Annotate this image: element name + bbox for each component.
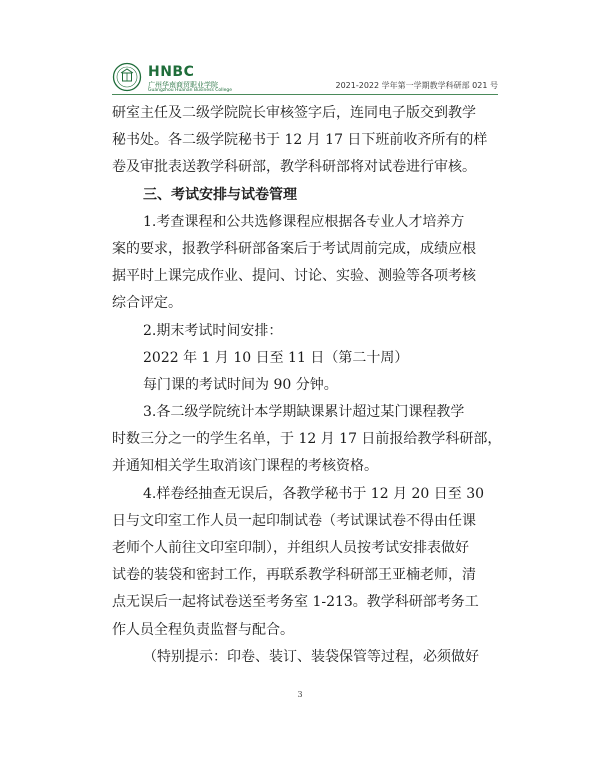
body-text-line: 每门课的考试时间为 90 分钟。 bbox=[143, 376, 338, 393]
body-text-line: 点无误后一起将试卷送至考务室 1-213。教学科研部考务工 bbox=[112, 594, 479, 611]
body-text-line: 4.样卷经抽查无误后，各教学秘书于 12 月 20 日至 30 bbox=[143, 485, 485, 502]
body-text-line: 案的要求，报教学科研部备案后于考试周前完成，成绩应根 bbox=[112, 240, 476, 257]
body-text-line: 秘书处。各二级学院秘书于 12 月 17 日下班前收齐所有的样 bbox=[112, 132, 488, 149]
body-text-line: （特别提示：印卷、装订、装袋保管等过程，必须做好 bbox=[143, 648, 479, 665]
body-text-line: 并通知相关学生取消该门课程的考核资格。 bbox=[112, 458, 378, 475]
body-text-line: 日与文印室工作人员一起印制试卷（考试课试卷不得由任课 bbox=[112, 512, 476, 529]
document-number: 2021-2022 学年第一学期教学科研部 021 号 bbox=[335, 81, 498, 90]
body-text-line: 试卷的装袋和密封工作，再联系教学科研部王亚楠老师，清 bbox=[112, 567, 476, 584]
body-text-line: 2022 年 1 月 10 日至 11 日（第二十周） bbox=[143, 349, 409, 366]
body-text-line: 2.期末考试时间安排： bbox=[143, 322, 283, 339]
body-text-line: 综合评定。 bbox=[112, 295, 182, 312]
body-text-line: 据平时上课完成作业、提问、讨论、实验、测验等各项考核 bbox=[112, 268, 476, 285]
body-text-line: 研室主任及二级学院院长审核签字后，连同电子版交到教学 bbox=[112, 105, 476, 121]
brand-name: HNBC bbox=[148, 64, 195, 80]
college-name-english: Guangzhou Huanan Business College bbox=[148, 88, 233, 93]
body-text-line: 1.考查课程和公共选修课程应根据各专业人才培养方 bbox=[143, 213, 465, 230]
document-body bbox=[112, 100, 504, 671]
body-text-line: 时数三分之一的学生名单，于 12 月 17 日前报给教学科研部， bbox=[112, 431, 502, 448]
body-text-line: 3.各二级学院统计本学期缺课累计超过某门课程教学 bbox=[143, 404, 465, 421]
page-header bbox=[112, 62, 498, 95]
section-heading: 三、考试安排与试卷管理 bbox=[143, 186, 297, 203]
body-text-line: 作人员全程负责监督与配合。 bbox=[112, 621, 294, 638]
college-name-chinese: 广州华南商贸职业学院 bbox=[148, 81, 218, 89]
body-text-line: 老师个人前往文印室印制），并组织人员按考试安排表做好 bbox=[112, 540, 469, 556]
body-text-line: 卷及审批表送教学科研部，教学科研部将对试卷进行审核。 bbox=[112, 159, 476, 176]
page-number: 3 bbox=[297, 690, 303, 699]
college-seal-logo bbox=[112, 62, 142, 92]
